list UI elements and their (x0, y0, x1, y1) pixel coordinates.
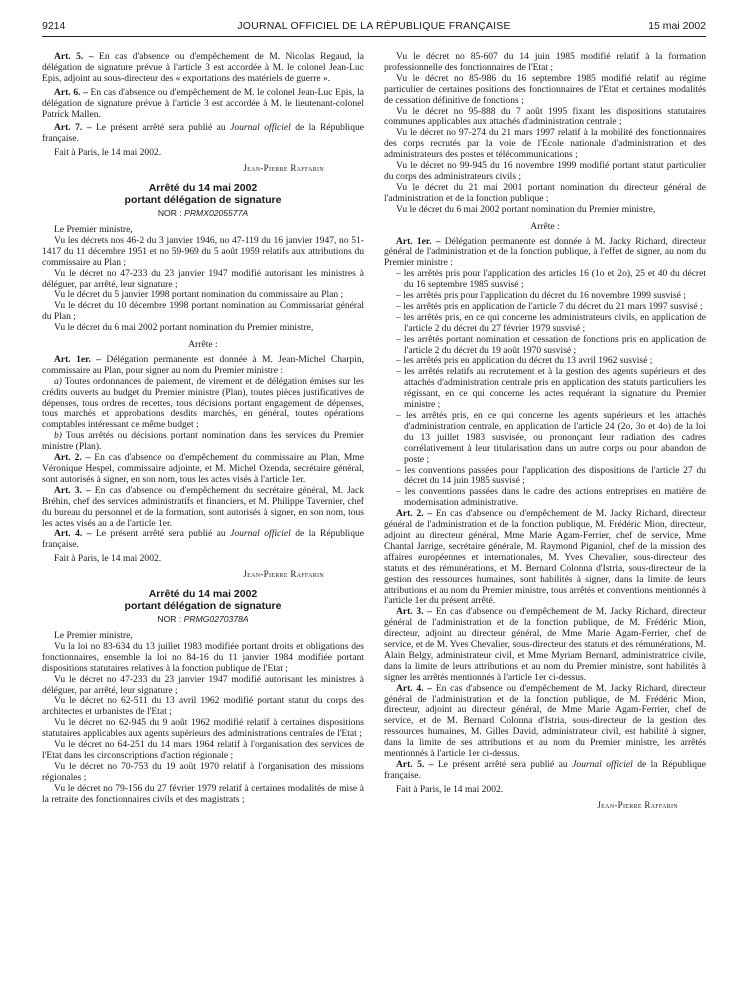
visa: Vu le décret no 85-986 du 16 septembre 1985 modifié relatif au régime particulier de certaines positions des fonctionnaires de l'Etat et certaines modalités de cessation définitive de fonctions ; (384, 72, 706, 106)
page-header (42, 20, 706, 37)
arrete-heading: Arrête : (188, 339, 218, 351)
article-1-point-a (42, 377, 364, 432)
visa: Vu le décret no 62-945 du 9 août 1962 modifié relatif à certaines dispositions statutaires applicables aux agents supérieurs des administrations centrales de l'Etat ; (42, 717, 364, 740)
visa: Vu le décret no 47-233 du 23 janvier 1947 modifié autorisant les ministres à déléguer, par arrêté, leur signature ; (42, 673, 364, 696)
journal-title: JOURNAL OFFICIEL DE LA RÉPUBLIQUE FRANÇAISE (237, 20, 511, 32)
visa: Vu le décret no 95-888 du 7 août 1995 fixant les dispositions statutaires communes applicables aux attachés d'administration centrale ; (384, 105, 706, 128)
visa: Vu le décret no 47-233 du 23 janvier 1947 modifié autorisant les ministres à déléguer, par arrêté, leur signature ; (42, 267, 364, 290)
list-item: – les arrêtés portant nomination et cessation de fonctions pris en application de l'article 2 du décret du 19 août 1970 susvisé ; (396, 333, 706, 356)
article-2 (384, 509, 706, 607)
article-text: En cas d'absence ou d'empêchement du commissaire au Plan, Mme Véronique Hespel, commissaire adjointe, et M. Michel Ozenda, secrétaire général, sont autorisés à signer, en son nom, tous les actes visés à l'article 1er. (42, 452, 365, 485)
visa: Vu le décret no 62-511 du 13 avril 1962 modifié portant statut du corps des architectes et urbanistes de l'Etat ; (42, 695, 364, 718)
article-label: Art. 5. – (396, 759, 434, 770)
visa: Vu le décret no 70-753 du 19 août 1970 relatif à l'organisation des missions régionales ; (42, 760, 364, 783)
article-text: En cas d'absence ou d'empêchement de M. Jacky Richard, directeur général de l'administration et de la fonction publique, M. Frédéric Mion, directeur, adjoint au directeur général, Mme Marie Agam-Ferrier, chef de service, Mme Chantal Jarrige, secrétaire générale, M. Raymond Piganiol, chef de la mission des affaires européennes et internationales, M. Yves Chevalier, sous-directeur des statuts et des rémunérations, et M. Bernard Colonna d'Istria, sous-directeur de la gestion des ressources humaines, sont habilités à signer, dans la limite de leurs attributions et au nom du Premier ministre, tous arrêtés et conventions mentionnés à l'article 1er du présent arrêté. (384, 508, 707, 607)
article-1 (384, 237, 706, 270)
article-text: Délégation permanente est donnée à M. Jean-Michel Charpin, commissaire au Plan, pour signer au nom du Premier ministre : (42, 353, 364, 376)
nor-label: NOR : (157, 208, 185, 219)
article-label: Art. 2. – (54, 452, 91, 464)
article-label: Art. 3. – (54, 484, 91, 496)
left-column (42, 52, 364, 805)
visa: Vu le décret du 6 mai 2002 portant nomination du Premier ministre, (54, 322, 314, 334)
visa: Vu les décrets nos 46-2 du 3 janvier 1946, no 47-119 du 16 janvier 1947, no 51-1417 du 11 décembre 1951 et no 59-969 du 5 août 1959 relatifs aux attributions du commissaire au Plan ; (42, 234, 364, 268)
article-7 (42, 123, 364, 145)
article-text: de la République française. (42, 528, 364, 551)
visa: Vu le décret no 97-274 du 21 mars 1997 relatif à la mobilité des fonctionnaires des corps recrutés par la voie de l'Ecole nationale d'administration et des administrateurs des postes et télécommunications ; (384, 127, 706, 161)
visa: Vu le décret du 5 janvier 1998 portant nomination du commissaire au Plan ; (54, 289, 344, 301)
visa: Vu le décret no 79-156 du 27 février 1979 relatif à certaines modalités de mise à la retraite des fonctionnaires civils et des magistrats ; (42, 782, 364, 805)
article-text: Le présent arrêté sera publié au (437, 759, 573, 770)
right-column (384, 52, 706, 819)
visa: Vu le décret no 99-945 du 16 novembre 1999 modifié portant statut particulier du corps des administrateurs civils ; (384, 160, 706, 182)
article-text: En cas d'absence ou d'empêchement de M. le colonel Jean-Luc Epis, la délégation de signature prévue à l'article 3 est accordée à M. le lieutenant-colonel Patrick Mallen. (42, 86, 364, 120)
issue-date: 15 mai 2002 (648, 20, 706, 32)
visa: Vu le décret no 64-251 du 14 mars 1964 relatif à l'organisation des services de l'Etat dans les circonscriptions d'action régionale ; (42, 739, 364, 761)
signing-place-date: Fait à Paris, le 14 mai 2002. (396, 783, 504, 795)
list-item: – les conventions passées dans le cadre des actions entreprises en matière de modernisation administrative. (396, 486, 706, 509)
article-5 (384, 760, 706, 782)
decree-title-line: Arrêté du 14 mai 2002 (148, 588, 258, 601)
article-text: En cas d'absence ou d'empêchement du secrétaire général, M. Jack Bréhin, chef des services administratifs et financiers, et M. Philippe Tavernier, chef du bureau du personnel et de la formation, sont autorisés à signer, en son nom, tous les actes visés au a de l'article 1er. (42, 484, 364, 529)
signature: Jean-Pierre Raffarin (243, 163, 324, 174)
article-text: de la République française. (42, 122, 364, 145)
journal-officiel-ref: Journal officiel (230, 122, 291, 134)
article-label: Art. 2. – (396, 508, 433, 520)
delegation-list (384, 269, 706, 509)
article-text: Le présent arrêté sera publié au (95, 528, 231, 540)
article-label: Art. 4. – (54, 528, 92, 540)
article-label: Art. 5. – (54, 51, 94, 62)
decree-intro: Le Premier ministre, (54, 223, 133, 235)
list-item: – les arrêtés pris pour l'application des articles 16 (1o et 2o), 25 et 40 du décret du 16 septembre 1985 susvisé ; (396, 268, 706, 291)
article-2 (42, 453, 364, 486)
article-1 (42, 355, 364, 377)
page-number: 9214 (42, 20, 66, 32)
article-label: Art. 7. – (54, 122, 92, 134)
article-label: Art. 6. – (54, 86, 88, 98)
decree-title-line: portant délégation de signature (124, 600, 282, 613)
arrete-heading: Arrête : (530, 220, 560, 232)
point-text: Tous arrêtés ou décisions portant nomination dans les services du Premier ministre (Plan). (42, 430, 364, 453)
decree-title (42, 588, 364, 612)
visa: Vu le décret du 10 décembre 1998 portant nomination au Commissariat général du Plan ; (42, 300, 364, 323)
article-1-point-b (42, 431, 364, 453)
list-item: – les arrêtés pris en application du décret du 13 avril 1962 susvisé ; (396, 355, 653, 367)
decree-title-line: Arrêté du 14 mai 2002 (148, 182, 258, 195)
visa: Vu le décret du 6 mai 2002 portant nomination du Premier ministre, (396, 203, 656, 215)
point-letter: b) (54, 430, 62, 442)
article-text: En cas d'absence ou d'empêchement de M. Jacky Richard, directeur général de l'administration et de la fonction publique, de M. Frédéric Mion, directeur, adjoint au directeur général, de Mme Marie Agam-Ferrier, chef de service, et de M. Yves Chevalier, sous-directeur des statuts et des rémunérations, M. Alain Belgy, administrateur civil, et Mme Myriam Bernard, administratrice civile, dans la limite de leurs attributions et au nom du Premier ministre, sont habilités à signer les arrêtés mentionnés à l'article 1er ci-dessus. (384, 606, 707, 683)
article-5 (42, 52, 364, 85)
article-3 (384, 607, 706, 683)
article-label: Art. 4. – (396, 682, 433, 694)
visa: Vu le décret no 85-607 du 14 juin 1985 modifié relatif à la formation professionnelle des fonctionnaires de l'Etat ; (384, 51, 706, 73)
article-text: En cas d'absence ou d'empêchement de M. Nicolas Regaud, la délégation de signature prévue à l'article 3 est accordée à M. le colonel Jean-Luc Epis, adjoint au sous-directeur des « exportations des matériels de guerre ». (42, 51, 365, 84)
nor-code: PRMG0270378A (183, 614, 249, 625)
article-4 (384, 684, 706, 760)
article-label: Art. 1er. – (396, 235, 441, 247)
article-text: Délégation permanente est donnée à M. Jacky Richard, directeur général de l'administration et de la fonction publique, à l'effet de signer, au nom du Premier ministre : (384, 235, 706, 269)
nor-reference (42, 208, 364, 219)
article-text: de la République française. (384, 759, 706, 781)
point-text: Toutes ordonnances de paiement, de virement et de délégation émises sur les crédits ouverts au budget du Premier ministre (Plan), toutes pièces justificatives de dépenses, tous ordres de recettes, tous décisions portant engagement de dépenses, tous marchés et approbations desdits marchés, en général, toutes opérations comptables intéressant ce même budget ; (42, 375, 364, 431)
journal-officiel-ref: Journal officiel (230, 528, 291, 540)
list-item: – les arrêtés pris pour l'application du décret du 16 novembre 1999 susvisé ; (396, 290, 686, 302)
article-3 (42, 486, 364, 530)
decree-title-line: portant délégation de signature (124, 194, 282, 207)
journal-officiel-ref: Journal officiel (572, 759, 633, 770)
visa: Vu la loi no 83-634 du 13 juillet 1983 modifiée portant droits et obligations des fonctionnaires, ensemble la loi no 84-16 du 11 janvier 1984 modifiée portant dispositions statutaires relatives à la fonction publique de l'Etat ; (42, 640, 364, 674)
signature: Jean-Pierre Raffarin (243, 569, 324, 580)
signing-place-date: Fait à Paris, le 14 mai 2002. (54, 553, 162, 565)
article-label: Art. 1er. – (54, 353, 101, 365)
decree-intro: Le Premier ministre, (54, 629, 133, 641)
signature: Jean-Pierre Raffarin (597, 799, 678, 810)
list-item: – les arrêtés relatifs au recrutement et à la gestion des agents supérieurs et des attachés d'administration centrale pris en application des statuts particuliers les régissant, en ce qui concerne les actes requérant la signature du Premier ministre ; (396, 366, 706, 411)
nor-code: PRMX0205577A (184, 208, 249, 219)
article-4 (42, 529, 364, 551)
visa: Vu le décret du 21 mai 2001 portant nomination du directeur général de l'administration et de la fonction publique ; (384, 181, 706, 204)
article-text: Le présent arrêté sera publié au (95, 122, 231, 134)
list-item: – les arrêtés pris, en ce qui concerne les agents supérieurs et les attachés d'administration centrale, en application de l'article 24 (2o, 3o et 4o) de la loi du 13 juillet 1983 susvisée, ou prononçant leur radiation des cadres corrélativement à leur titularisation dans un autre corps ou pour abandon de poste ; (396, 410, 706, 465)
signing-place-date: Fait à Paris, le 14 mai 2002. (54, 147, 162, 159)
point-letter: a) (54, 375, 62, 387)
article-6 (42, 88, 364, 121)
list-item: – les arrêtés pris en application de l'article 7 du décret du 21 mars 1997 susvisé ; (396, 300, 703, 312)
list-item: – les conventions passées pour l'application des dispositions de l'article 27 du décret du 14 juin 1985 susvisé ; (396, 464, 706, 487)
article-text: En cas d'absence ou d'empêchement de M. Jacky Richard, directeur général de l'administration et de la fonction publique, de M. Frédéric Mion, directeur, adjoint au directeur général, de Mme Marie Agam-Ferrier, chef de service, et de M. Bernard Colonna d'Istria, sous-directeur de la gestion des ressources humaines, M. Gilles David, administrateur civil, est habilité à signer, dans la limite de ses attributions et au nom du Premier ministre, les arrêtés mentionnés à l'article 1er ci-dessus. (384, 682, 707, 760)
nor-label: NOR : (157, 614, 184, 625)
nor-reference (42, 614, 364, 625)
article-label: Art. 3. – (396, 606, 433, 618)
list-item: – les arrêtés pris, en ce qui concerne les administrateurs civils, en application de l'article 2 du décret du 27 février 1979 susvisé ; (396, 311, 706, 334)
decree-title (42, 182, 364, 206)
